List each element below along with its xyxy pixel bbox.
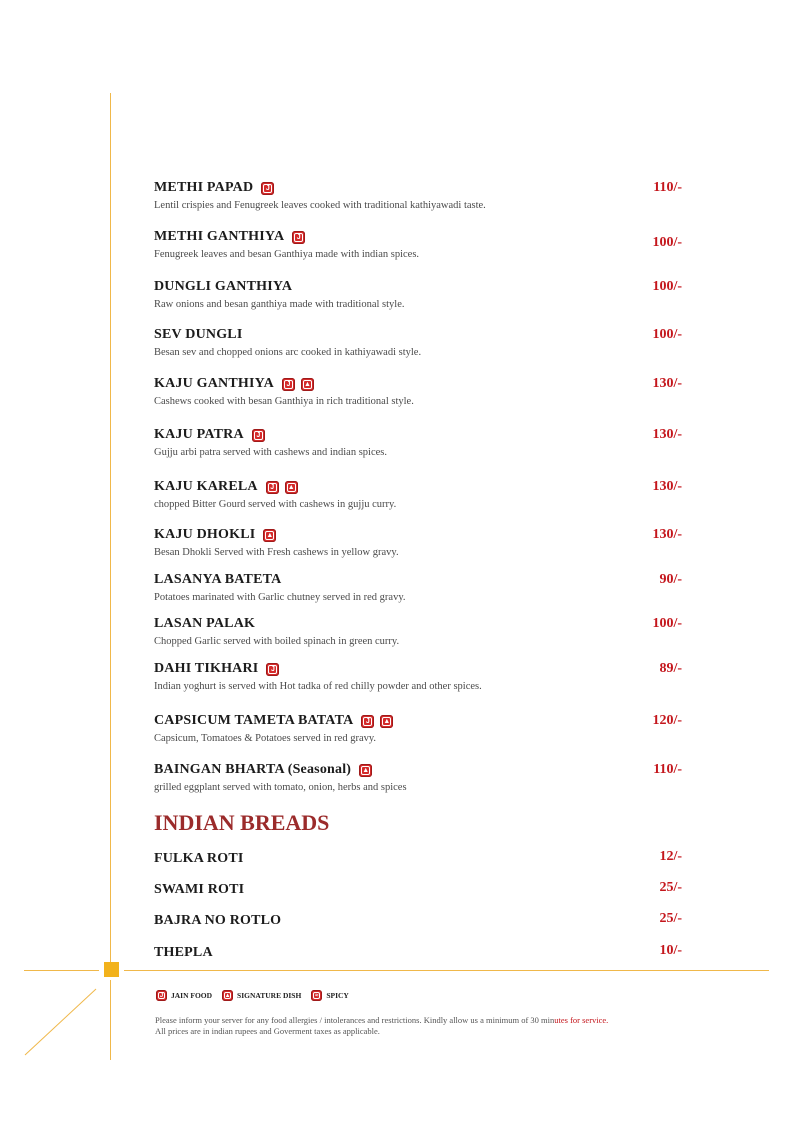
menu-item-description: Capsicum, Tomatoes & Potatoes served in red gravy. — [154, 733, 377, 744]
signature-icon: ▲ — [380, 715, 393, 728]
menu-item — [154, 661, 684, 692]
bread-item — [154, 849, 684, 867]
menu-item-name: KAJU KARELA — [154, 479, 258, 494]
menu-item — [154, 572, 684, 603]
menu-item — [154, 713, 684, 744]
decorative-diagonal-line — [24, 988, 98, 1056]
menu-item-name: METHI PAPAD — [154, 180, 254, 195]
menu-item — [154, 279, 684, 310]
menu-item-name: LASANYA BATETA — [154, 572, 282, 587]
menu-item-price: 130/- — [652, 527, 682, 542]
menu-item-description: Gujju arbi patra served with cashews and indian spices. — [154, 447, 387, 458]
menu-item-description: Lentil crispies and Fenugreek leaves cooked with traditional kathiyawadi taste. — [154, 200, 486, 211]
menu-item-name: KAJU PATRA — [154, 427, 244, 442]
bread-item-name: FULKA ROTI — [154, 851, 244, 866]
menu-item-price: 130/- — [652, 427, 682, 442]
note-line-1: Please inform your server for any food allergies / intolerances and restrictions. Kindly allow us a minimum of 30 minutes for service. — [155, 1015, 609, 1025]
menu-item-price: 100/- — [652, 235, 682, 250]
menu-item-badges — [361, 715, 393, 728]
menu-item-name: DUNGLI GANTHIYA — [154, 279, 293, 294]
signature-icon: ▲ — [222, 990, 233, 1001]
menu-item-description: chopped Bitter Gourd served with cashews in gujju curry. — [154, 499, 397, 510]
menu-item-price: 100/- — [652, 327, 682, 342]
bread-item-price: 25/- — [659, 911, 682, 926]
menu-item-name: LASAN PALAK — [154, 616, 256, 631]
menu-item-description: grilled eggplant served with tomato, onion, herbs and spices — [154, 782, 407, 793]
menu-item-price: 100/- — [652, 616, 682, 631]
menu-item-description: Besan sev and chopped onions arc cooked in kathiyawadi style. — [154, 347, 422, 358]
signature-icon: ▲ — [263, 529, 276, 542]
menu-item — [154, 479, 684, 510]
signature-icon: ▲ — [359, 764, 372, 777]
legend-signature-label: SIGNATURE DISH — [237, 991, 302, 1000]
menu-item-header — [154, 427, 684, 443]
menu-item-price: 89/- — [659, 661, 682, 676]
menu-item-description: Besan Dhokli Served with Fresh cashews in yellow gravy. — [154, 547, 399, 558]
menu-item-header — [154, 479, 684, 495]
menu-item-name: SEV DUNGLI — [154, 327, 243, 342]
menu-item-price: 110/- — [653, 180, 682, 195]
menu-item-name: CAPSICUM TAMETA BATATA — [154, 713, 354, 728]
legend — [156, 990, 349, 1001]
legend-spicy — [311, 990, 349, 1001]
menu-item — [154, 616, 684, 647]
menu-item-header — [154, 327, 684, 343]
menu-item — [154, 427, 684, 458]
menu-item-badges — [266, 663, 279, 676]
menu-item-header — [154, 527, 684, 543]
menu-item — [154, 376, 684, 407]
menu-item-description: Indian yoghurt is served with Hot tadka of red chilly powder and other spices. — [154, 681, 482, 692]
menu-item-header — [154, 376, 684, 392]
bread-item — [154, 880, 684, 898]
legend-jain — [156, 990, 212, 1001]
menu-item-name: DAHI TIKHARI — [154, 661, 259, 676]
bread-item-price: 12/- — [659, 849, 682, 864]
menu-item-price: 130/- — [652, 376, 682, 391]
menu-item-name: METHI GANTHIYA — [154, 229, 285, 244]
decorative-vertical-line — [110, 93, 111, 966]
menu-item-badges — [282, 378, 314, 391]
menu-item — [154, 180, 684, 211]
menu-item-price: 120/- — [652, 713, 682, 728]
bread-item-price: 25/- — [659, 880, 682, 895]
jain-icon: J — [261, 182, 274, 195]
jain-icon: J — [282, 378, 295, 391]
menu-item-description: Cashews cooked with besan Ganthiya in rich traditional style. — [154, 396, 414, 407]
menu-item-header — [154, 229, 684, 245]
decorative-gold-square — [104, 962, 119, 977]
jain-icon: J — [266, 481, 279, 494]
menu-item-header — [154, 762, 684, 778]
menu-item-name: BAINGAN BHARTA (Seasonal) — [154, 762, 352, 777]
menu-item-description: Fenugreek leaves and besan Ganthiya made with indian spices. — [154, 249, 420, 260]
menu-item-price: 130/- — [652, 479, 682, 494]
menu-item-description: Raw onions and besan ganthiya made with traditional style. — [154, 299, 405, 310]
menu-item-badges — [261, 182, 274, 195]
section-title-indian-breads: INDIAN BREADS — [154, 810, 330, 835]
menu-item-name: KAJU GANTHIYA — [154, 376, 274, 391]
signature-icon: ▲ — [301, 378, 314, 391]
bread-item-name: BAJRA NO ROTLO — [154, 913, 282, 928]
menu-item-price: 90/- — [659, 572, 682, 587]
legend-jain-label: JAIN FOOD — [171, 991, 213, 1000]
jain-icon: J — [292, 231, 305, 244]
bread-item-name: SWAMI ROTI — [154, 882, 245, 897]
menu-item-badges — [359, 764, 372, 777]
menu-item — [154, 762, 684, 793]
menu-item-name: KAJU DHOKLI — [154, 527, 256, 542]
decorative-vertical-line-lower — [110, 980, 111, 1060]
bread-item — [154, 943, 684, 961]
menu-item-price: 110/- — [653, 762, 682, 777]
jain-icon: J — [266, 663, 279, 676]
menu-item-price: 100/- — [652, 279, 682, 294]
spicy-icon: ≈ — [311, 990, 322, 1001]
bread-item-name: THEPLA — [154, 945, 213, 960]
menu-item-badges — [252, 429, 265, 442]
menu-item-description: Potatoes marinated with Garlic chutney served in red gravy. — [154, 592, 406, 603]
menu-item-description: Chopped Garlic served with boiled spinach in green curry. — [154, 636, 400, 647]
menu-item-header — [154, 661, 684, 677]
menu-item-header — [154, 713, 684, 729]
decorative-horizontal-line-left — [24, 970, 99, 971]
menu-item — [154, 229, 684, 260]
menu-item — [154, 327, 684, 358]
bread-item-price: 10/- — [659, 943, 682, 958]
menu-item-badges — [266, 481, 298, 494]
jain-icon: J — [361, 715, 374, 728]
menu-item-header — [154, 180, 684, 196]
menu-item-header — [154, 616, 684, 632]
legend-spicy-label: SPICY — [326, 991, 349, 1000]
jain-icon: J — [252, 429, 265, 442]
menu-item-header — [154, 572, 684, 588]
signature-icon: ▲ — [285, 481, 298, 494]
menu-item — [154, 527, 684, 558]
menu-item-badges — [263, 529, 276, 542]
decorative-horizontal-line-right — [124, 970, 769, 971]
menu-item-badges — [292, 231, 305, 244]
menu-item-header — [154, 279, 684, 295]
legend-signature — [222, 990, 301, 1001]
bread-item — [154, 911, 684, 929]
note-line-2: All prices are in indian rupees and Goverment taxes as applicable. — [155, 1026, 380, 1036]
footer-note — [155, 1015, 715, 1037]
jain-icon: J — [156, 990, 167, 1001]
